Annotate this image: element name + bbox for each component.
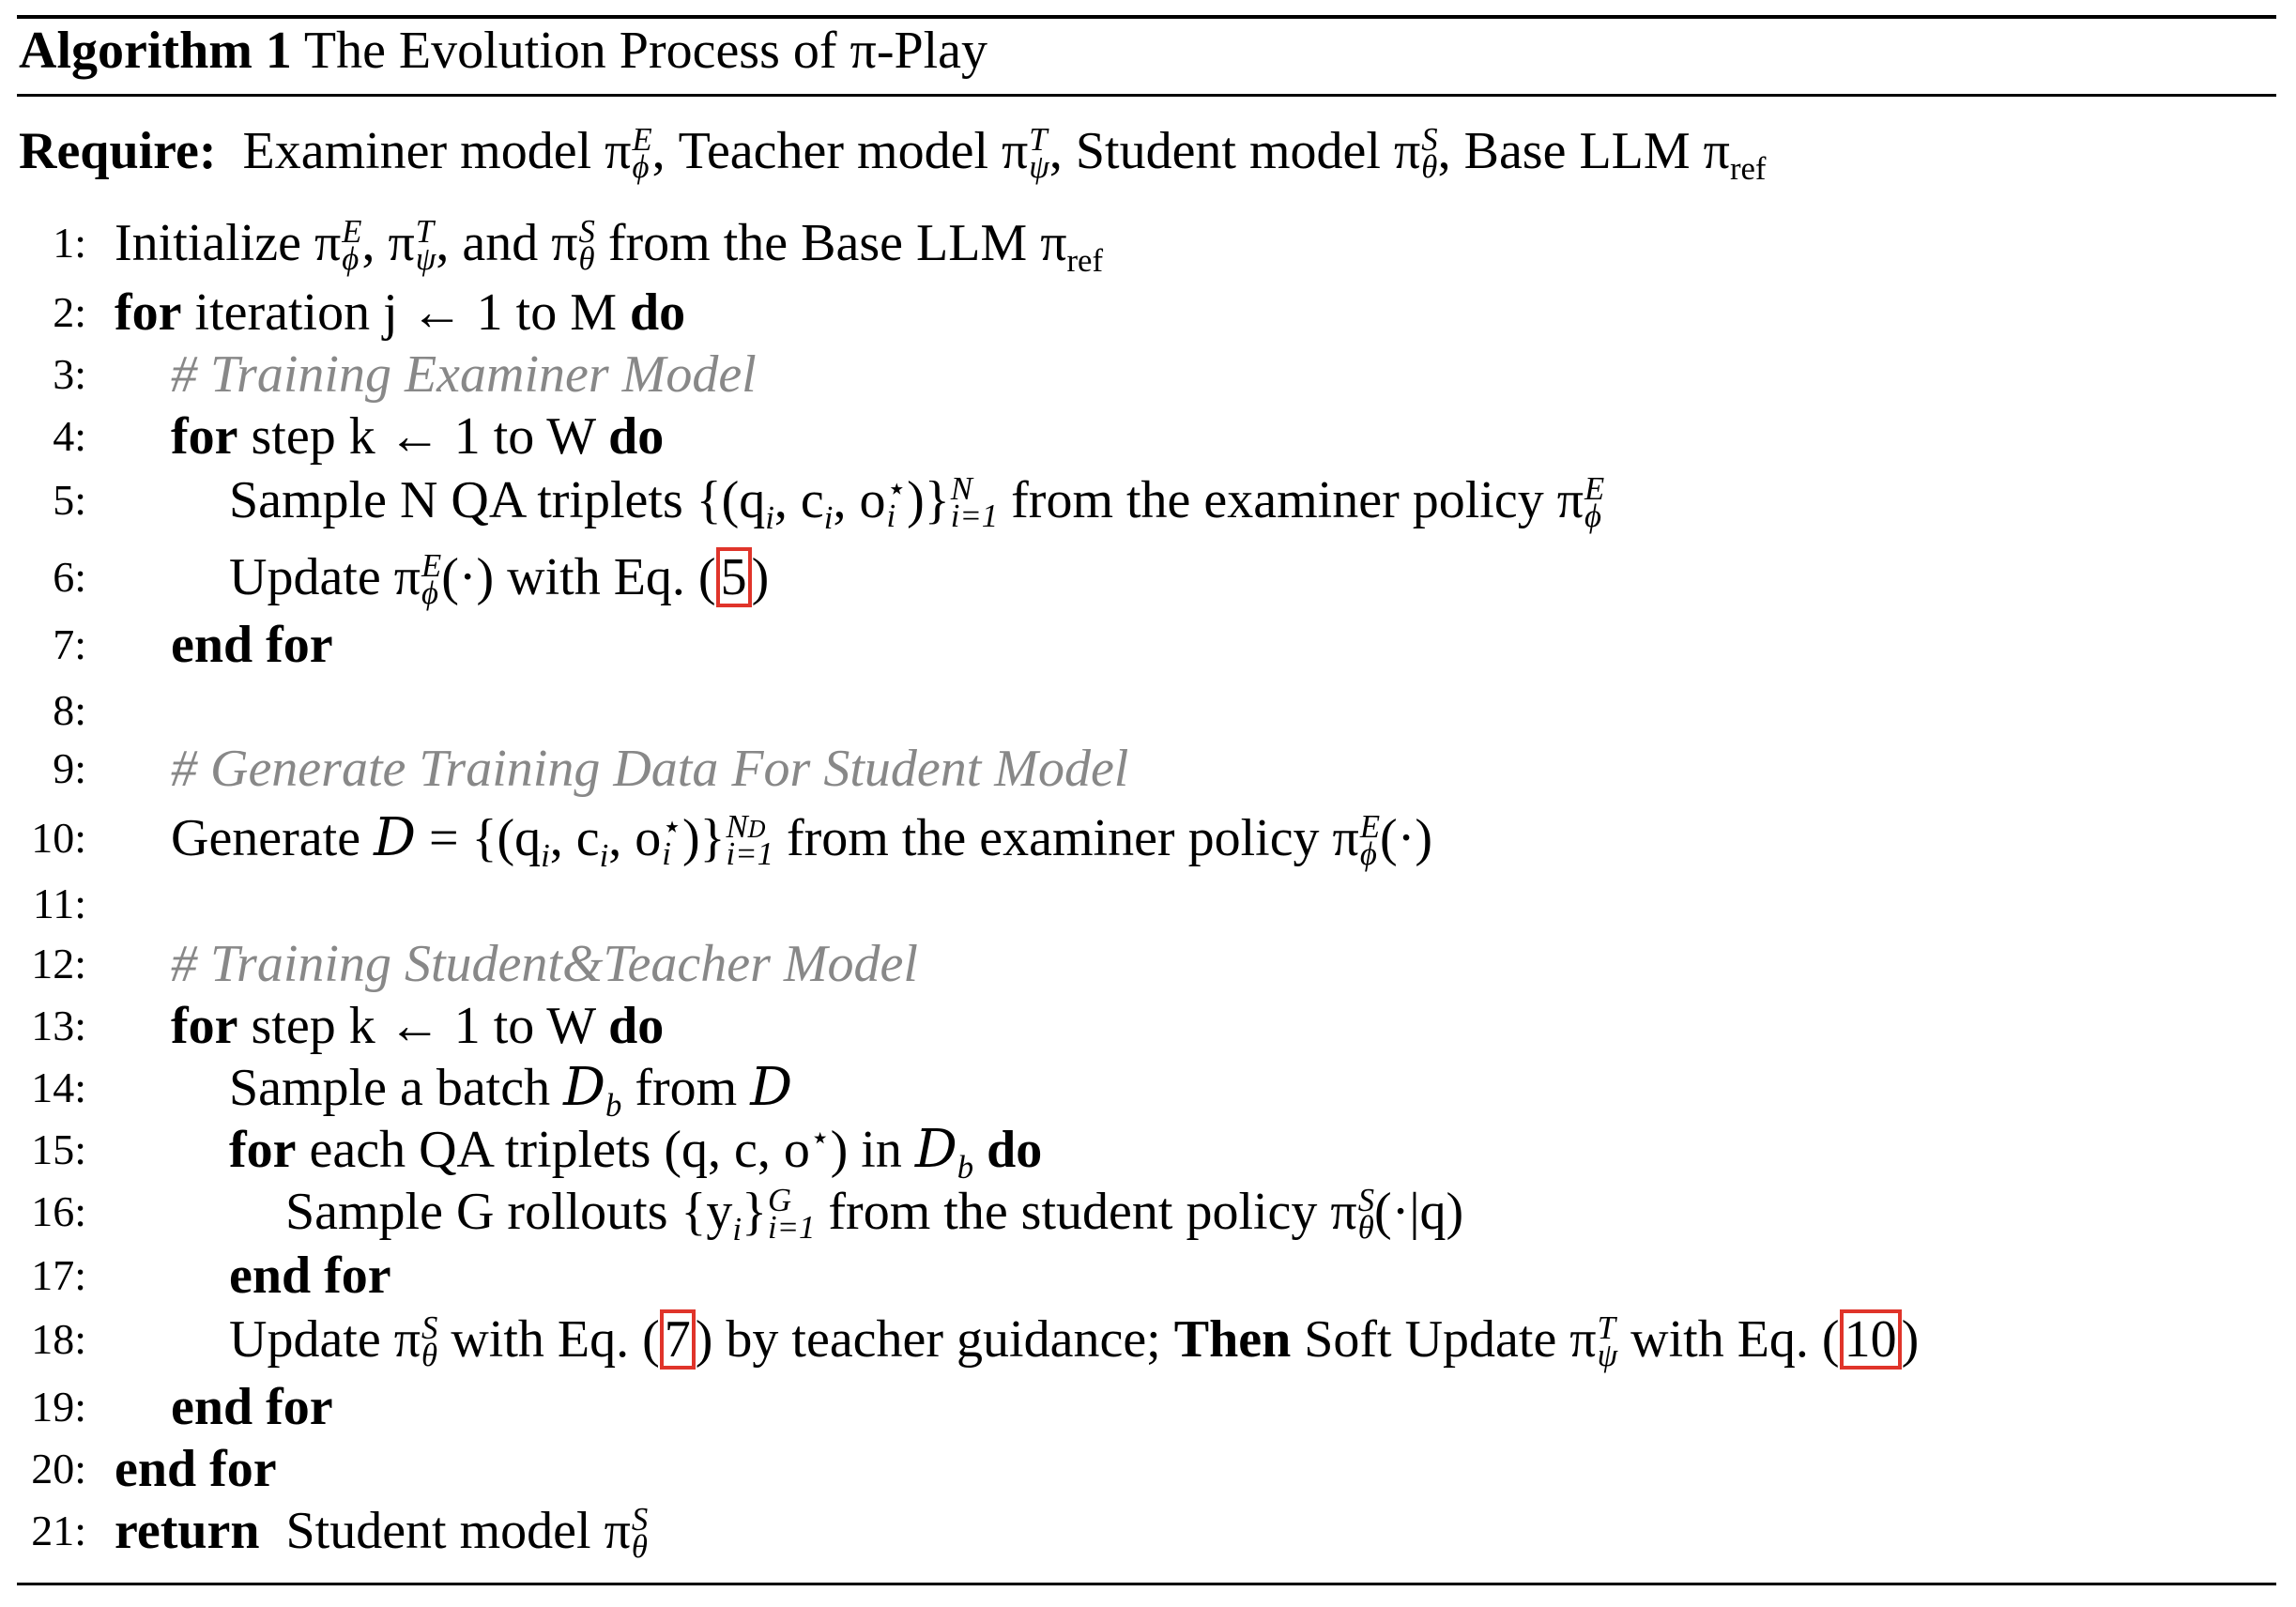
- line-content: end for: [229, 1247, 391, 1305]
- line-number: 20:: [31, 1445, 86, 1492]
- line-number: 2:: [53, 288, 86, 336]
- equation-ref-10[interactable]: 10: [1840, 1309, 1902, 1370]
- algorithm-line-6: [0, 546, 2296, 611]
- algorithm-line-2: [0, 282, 2296, 344]
- line-number: 18:: [31, 1315, 86, 1363]
- algorithm-label: Algorithm 1: [19, 22, 292, 80]
- line-number: 17:: [31, 1251, 86, 1299]
- line-number: 6:: [53, 553, 86, 601]
- algorithm-line-15: [0, 1119, 2296, 1186]
- line-number: 1:: [53, 219, 86, 267]
- bottom-rule: [17, 1583, 2276, 1585]
- algorithm-name: The Evolution Process of π-Play: [303, 22, 988, 80]
- line-content: Generate $D = \{(q_i$, $c_i$, o ⋆ i )} ND i=1 from the examiner policy π E ϕ (·): [171, 807, 1432, 875]
- algorithm-line-5: [0, 469, 2296, 537]
- comment-generate-data: # Generate Training Data For Student Model: [171, 740, 1129, 798]
- equation-ref-5[interactable]: 5: [716, 547, 752, 607]
- line-number: 13:: [31, 1002, 86, 1049]
- line-number: 15:: [31, 1125, 86, 1173]
- line-number: 4:: [53, 412, 86, 460]
- line-content: for iteration j ← 1 to M do: [115, 283, 686, 342]
- algorithm-line-9: [0, 738, 2296, 800]
- algorithm-line-18: [0, 1309, 2296, 1373]
- algorithm-line-4: [0, 406, 2296, 467]
- require-line: Require: Examiner model π E ϕ , Teacher model π T ψ , Student model π S θ , Base LLM $\pi_{ref}$: [19, 121, 1767, 188]
- algorithm-line-11: [0, 873, 2296, 935]
- line-number: 8:: [53, 686, 86, 734]
- algorithm-line-21: [0, 1500, 2296, 1565]
- line-content: for step k ← 1 to W do: [171, 407, 665, 466]
- line-number: 12:: [31, 940, 86, 987]
- algorithm-line-20: [0, 1438, 2296, 1500]
- line-content: Initialize π E ϕ , π T ψ , and π S θ from the Base LLM $\pi_{ref}$: [115, 213, 1104, 280]
- line-number: 7:: [53, 620, 86, 668]
- line-content: Update π E ϕ (·) with Eq. (5): [229, 547, 770, 611]
- algorithm-line-8: [0, 680, 2296, 742]
- line-number: 11:: [32, 880, 86, 927]
- line-number: 21:: [31, 1507, 86, 1554]
- algorithm-line-10: [0, 807, 2296, 875]
- equation-ref-7[interactable]: 7: [660, 1309, 696, 1370]
- require-keyword: Require:: [19, 122, 217, 180]
- algorithm-line-13: [0, 995, 2296, 1057]
- line-content: Sample a batch $D_b$ from D: [229, 1057, 793, 1125]
- line-content: Sample N QA triplets {($q_i$, $c_i$, o ⋆ i )} N i=1 from the examiner policy π E ϕ: [229, 470, 1605, 537]
- line-content: end for: [115, 1440, 277, 1498]
- line-number: 10:: [31, 814, 86, 862]
- algorithm-line-3: [0, 344, 2296, 406]
- algorithm-line-1: [0, 212, 2296, 280]
- algorithm-line-17: [0, 1245, 2296, 1307]
- algorithm-line-14: [0, 1057, 2296, 1125]
- line-content: end for: [171, 1378, 333, 1436]
- line-number: 9:: [53, 744, 86, 792]
- line-number: 16:: [31, 1187, 86, 1235]
- line-content: end for: [171, 616, 333, 674]
- line-content: for each QA triplets (q, c, o⋆) in $D_b$ do: [229, 1119, 1043, 1186]
- line-content: for step k ← 1 to W do: [171, 997, 665, 1055]
- comment-training-examiner: # Training Examiner Model: [171, 345, 757, 404]
- line-number: 19:: [31, 1383, 86, 1431]
- algorithm-line-19: [0, 1376, 2296, 1438]
- line-number: 3:: [53, 350, 86, 398]
- line-content: Update π S θ with Eq. (7) by teacher guidance; Then Soft Update π T ψ with Eq. (10): [229, 1309, 1920, 1373]
- algorithm-line-12: [0, 933, 2296, 995]
- line-number: 5:: [53, 476, 86, 524]
- algorithm-line-16: [0, 1181, 2296, 1248]
- algorithm-line-7: [0, 614, 2296, 676]
- top-rule: [17, 15, 2276, 19]
- title-rule: [17, 94, 2276, 97]
- algorithm-title: [19, 21, 987, 81]
- line-content: return Student model π S θ: [115, 1501, 649, 1565]
- comment-training-student-teacher: # Training Student&Teacher Model: [171, 935, 918, 993]
- line-content: Sample G rollouts $\{y_i\}$ G i=1 from the student policy π S θ (·|q): [285, 1182, 1464, 1248]
- line-number: 14:: [31, 1064, 86, 1111]
